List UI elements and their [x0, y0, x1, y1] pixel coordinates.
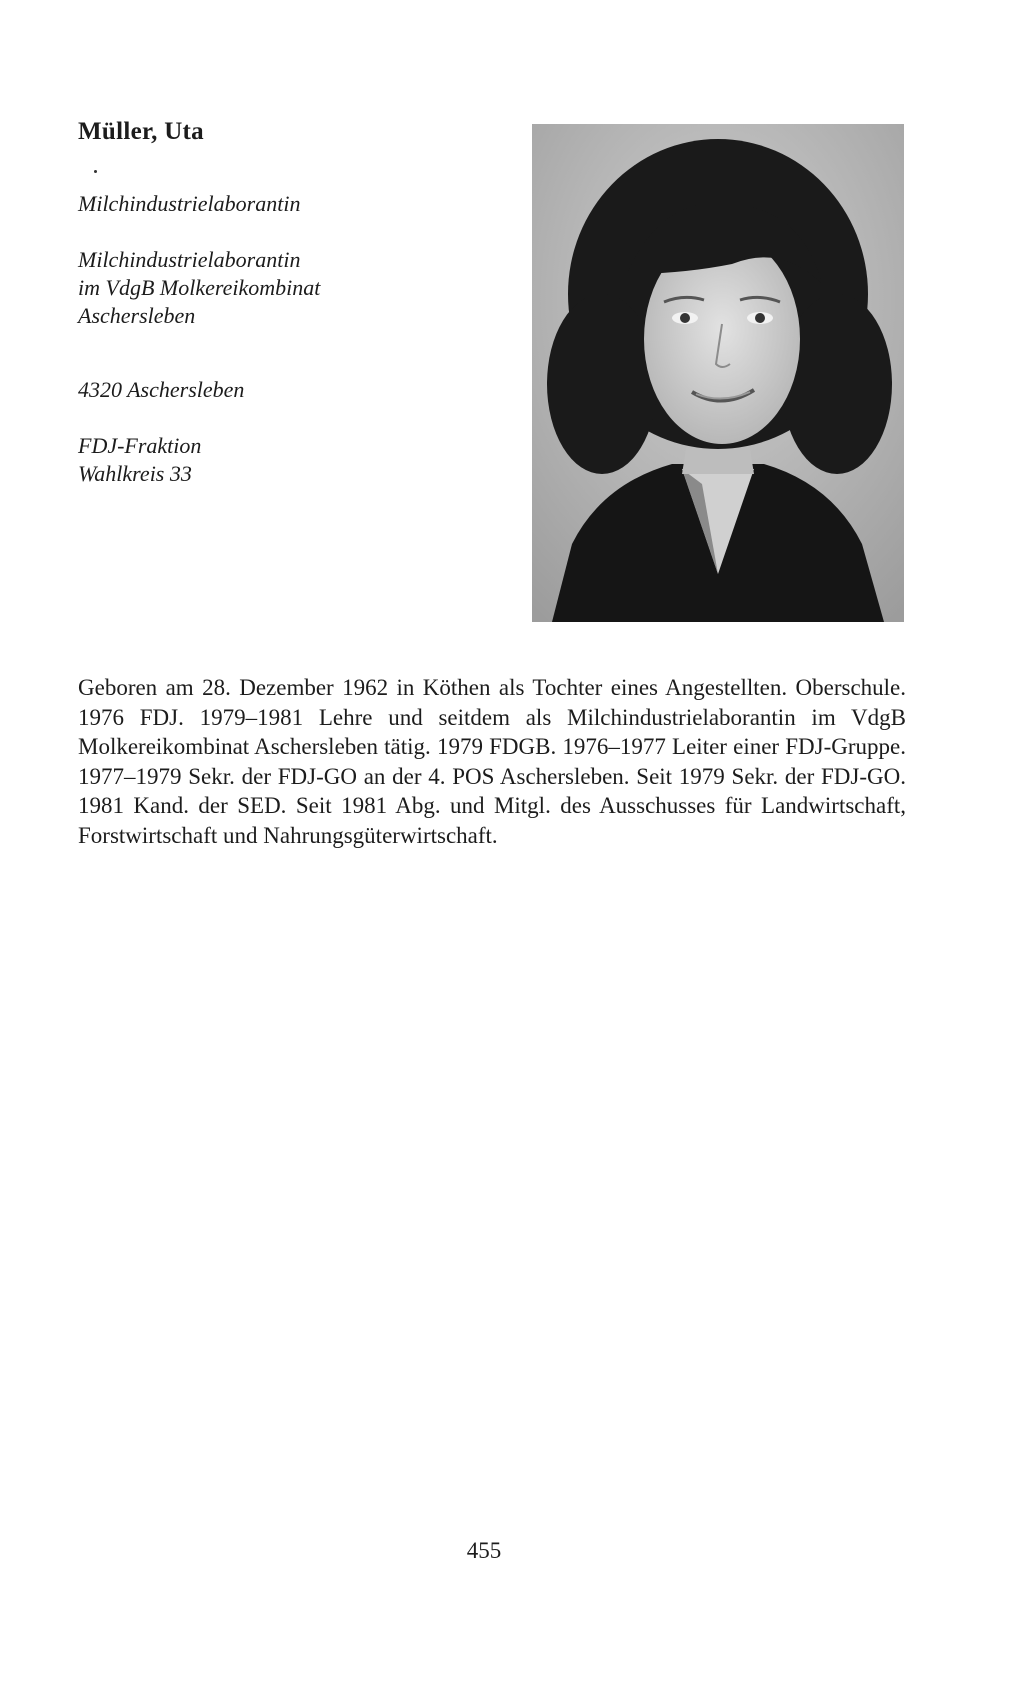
portrait-illustration [532, 124, 904, 622]
workplace-line: im VdgB Molkereikombinat [78, 275, 321, 300]
workplace-line: Milchindustrielaborantin [78, 247, 301, 272]
faction-line: FDJ-Fraktion [78, 433, 202, 458]
workplace-line: Aschersleben [78, 303, 196, 328]
page-number: 455 [466, 1538, 502, 1563]
entry-name: Müller, Uta [78, 118, 204, 145]
electoral-district-line: Wahlkreis 33 [78, 461, 192, 486]
entry-city: 4320 Aschersleben [78, 377, 245, 402]
decorative-dot [94, 170, 97, 173]
portrait-photo [532, 124, 904, 622]
entry-occupation: Milchindustrielaborantin [78, 191, 301, 216]
entry-workplace [78, 246, 320, 330]
biography-text: Geboren am 28. Dezember 1962 in Köthen als Tochter eines Angestellten. Oberschule. 1976 FDJ. 1979–1981 Lehre und seitdem als Milchindustrielaborantin im VdgB Molkereikombinat Aschersleben tätig. 1979 FDGB. 1976–1977 Leiter einer FDJ-Gruppe. 1977–1979 Sekr. der FDJ-GO an der 4. POS Aschersleben. Seit 1979 Sekr. der FDJ-GO. 1981 Kand. der SED. Seit 1981 Abg. und Mitgl. des Ausschusses für Landwirtschaft, Forstwirtschaft und Nahrungsgüterwirtschaft. [78, 675, 906, 848]
entry-faction [78, 432, 201, 488]
